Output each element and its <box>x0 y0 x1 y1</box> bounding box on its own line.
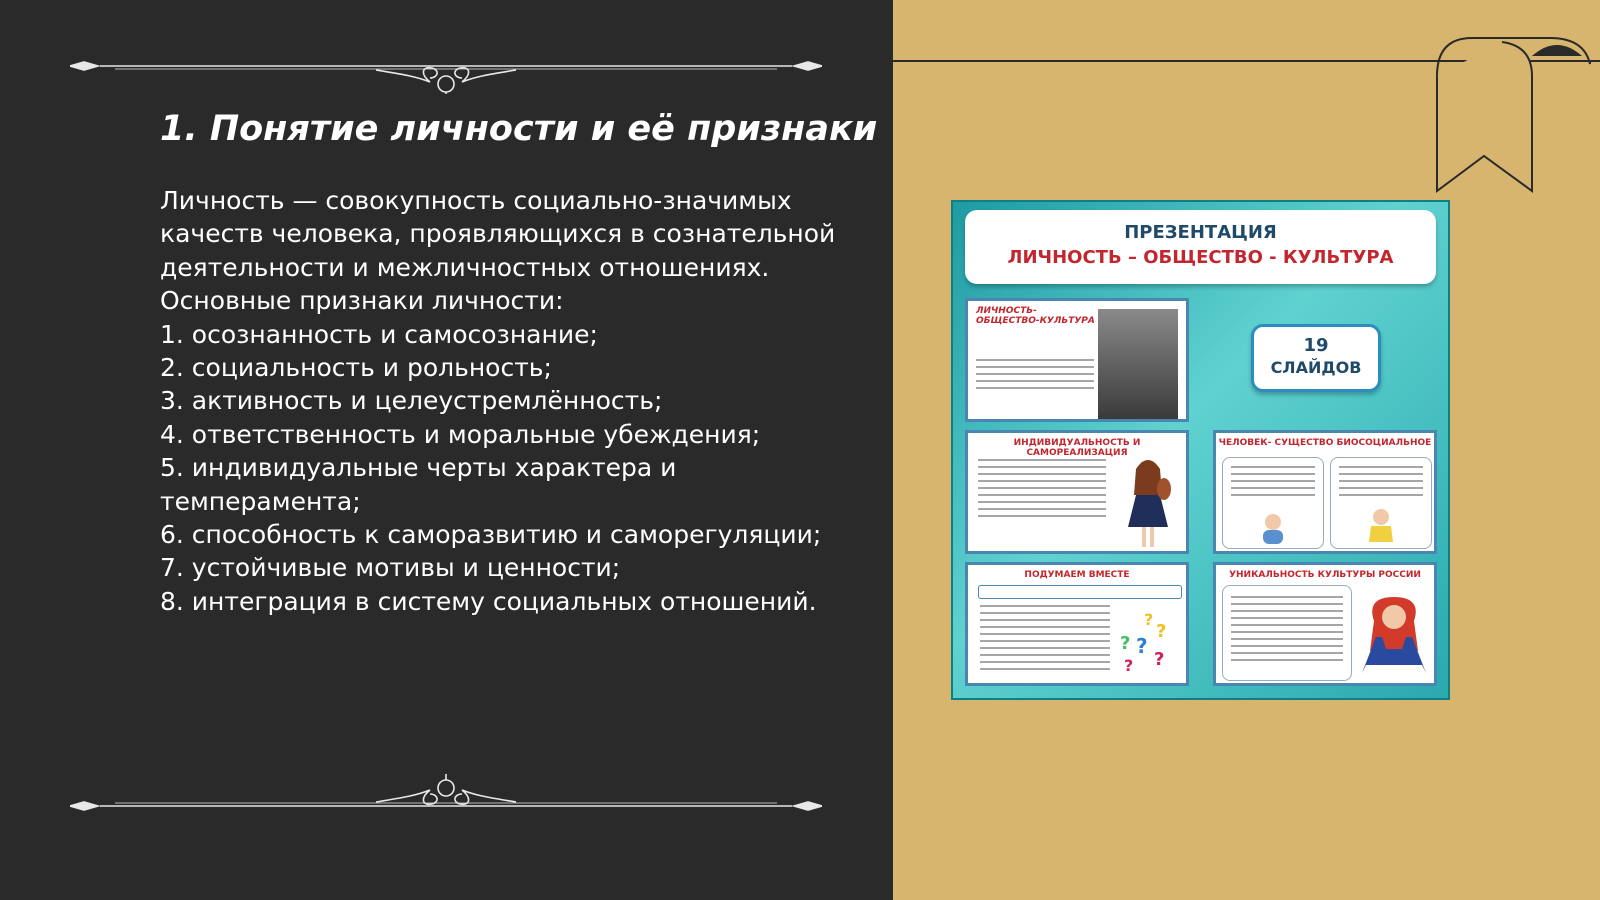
child-icon <box>1367 508 1395 546</box>
text-lines <box>1231 466 1315 501</box>
info-box <box>1330 457 1432 549</box>
text-lines <box>980 605 1110 675</box>
list-item: 7. устойчивые мотивы и ценности; <box>160 553 621 583</box>
question-box <box>978 585 1182 599</box>
question-marks-icon <box>1116 609 1176 679</box>
text-lines <box>976 359 1094 394</box>
bookmark-icon <box>1432 36 1600 201</box>
presentation-thumbnail <box>951 200 1450 700</box>
page-title: 1. Понятие личности и её признаки <box>160 109 878 149</box>
slides-count-badge <box>1251 324 1381 392</box>
intro-text: Личность — совокупность социально-значимых качеств человека, проявляющихся в сознательной деятельности и межличностных отношениях. Основные признаки личности: <box>160 186 836 316</box>
svg-text:?: ? <box>1156 621 1167 642</box>
list-item: 8. интеграция в систему социальных отношений. <box>160 586 817 616</box>
thumbnail-card-title: ПОДУМАЕМ ВМЕСТЕ <box>1024 570 1130 580</box>
info-box <box>1222 585 1352 681</box>
slides-count-number: 19 <box>1303 335 1329 356</box>
thumbnail-card-title: ИНДИВИДУАЛЬНОСТЬ И САМОРЕАЛИЗАЦИЯ <box>1013 438 1141 458</box>
traits-list <box>160 318 880 619</box>
thumbnail-card-title: ЛИЧНОСТЬ-ОБЩЕСТВО-КУЛЬТУРА <box>976 306 1095 326</box>
bottom-ornament-icon <box>70 774 822 824</box>
slides-count-label: СЛАЙДОВ <box>1270 358 1362 377</box>
thumbnail-card <box>1213 562 1437 686</box>
thumbnail-card-title: УНИКАЛЬНОСТЬ КУЛЬТУРЫ РОССИИ <box>1229 570 1421 580</box>
thumbnail-card <box>965 562 1189 686</box>
svg-text:?: ? <box>1154 649 1165 670</box>
svg-text:?: ? <box>1124 656 1134 675</box>
list-item: 6. способность к саморазвитию и саморегуляции; <box>160 520 822 550</box>
thumbnail-card <box>1213 430 1437 554</box>
svg-text:?: ? <box>1120 633 1131 654</box>
thumbnail-card-title: ЧЕЛОВЕК- СУЩЕСТВО БИОСОЦИАЛЬНОЕ <box>1218 438 1432 448</box>
thumbnail-header-line1: ПРЕЗЕНТАЦИЯ <box>1124 222 1277 243</box>
thumbnail-header-line2: ЛИЧНОСТЬ – ОБЩЕСТВО - КУЛЬТУРА <box>1007 247 1394 268</box>
girl-violin-icon <box>1118 455 1178 551</box>
thumbnail-header <box>965 210 1436 284</box>
portrait-image <box>1098 309 1178 419</box>
girl-folk-costume-icon <box>1356 591 1432 681</box>
top-ornament-icon <box>70 44 822 94</box>
list-item: 2. социальность и рольность; <box>160 353 552 383</box>
list-item: 1. осознанность и самосознание; <box>160 319 598 349</box>
text-lines <box>1231 596 1343 666</box>
list-item: 4. ответственность и моральные убеждения; <box>160 419 761 449</box>
text-lines <box>1339 466 1423 501</box>
thumbnail-card <box>965 298 1189 422</box>
text-lines <box>978 459 1106 522</box>
baby-icon <box>1257 512 1289 546</box>
list-item: 3. активность и целеустремлённость; <box>160 386 663 416</box>
list-item: 5. индивидуальные черты характера и темперамента; <box>160 453 677 516</box>
body-text <box>160 184 880 618</box>
svg-text:?: ? <box>1144 610 1154 629</box>
svg-text:?: ? <box>1136 634 1148 658</box>
thumbnail-card <box>965 430 1189 554</box>
info-box <box>1222 457 1324 549</box>
